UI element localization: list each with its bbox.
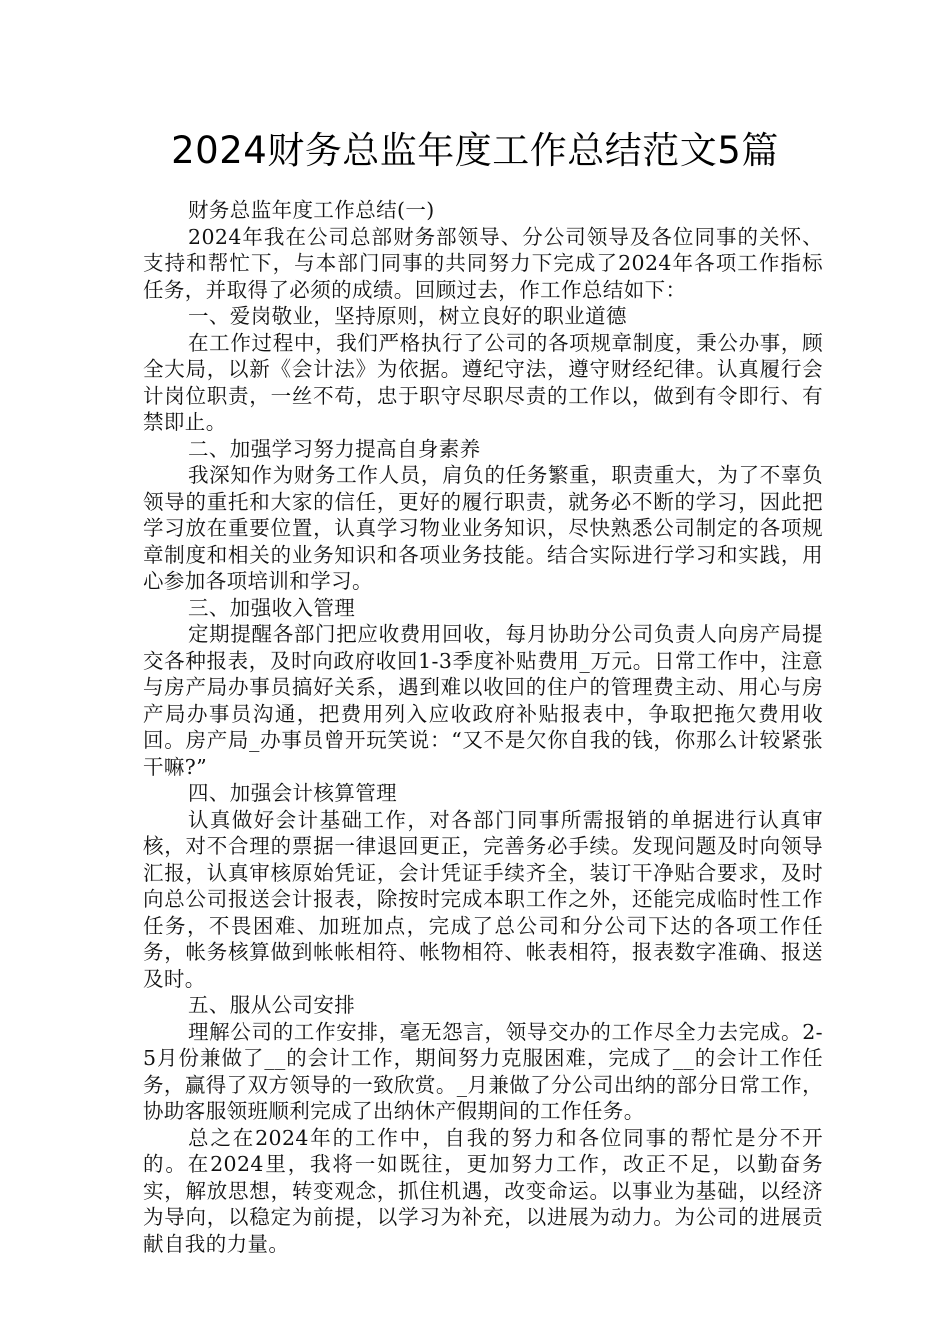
body-paragraph: 我深知作为财务工作人员，肩负的任务繁重，职责重大，为了不辜负领导的重托和大家的信任，更好的履行职责，就务必不断的学习，因此把学习放在重要位置，认真学习物业业务知识，尽快熟悉公司制定的各项规章制度和相关的业务知识和各项业务技能。结合实际进行学习和实践，用心参加各项培训和学习。 xyxy=(143,463,823,593)
body-paragraph: 定期提醒各部门把应收费用回收，每月协助分公司负责人向房产局提交各种报表，及时向政府收回1-3季度补贴费用_万元。日常工作中，注意与房产局办事员搞好关系，遇到难以收回的住户的管理费主动、用心与房产局办事员沟通，把费用列入应收政府补贴报表中，争取把拖欠费用收回。房产局_办事员曾开玩笑说：“又不是欠你自我的钱，你那么计较紧张干嘛?” xyxy=(143,622,823,779)
section-heading: 一、爱岗敬业，坚持原则，树立良好的职业道德 xyxy=(188,304,627,328)
document-body xyxy=(143,197,823,1257)
body-paragraph: 认真做好会计基础工作，对各部门同事所需报销的单据进行认真审核，对不合理的票据一律退回更正，完善务必手续。发现问题及时向领导汇报，认真审核原始凭证，会计凭证手续齐全，装订干净贴合要求，及时向总公司报送会计报表，除按时完成本职工作之外，还能完成临时性工作任务，不畏困难、加班加点，完成了总公司和分公司下达的各项工作任务，帐务核算做到帐帐相符、帐物相符、帐表相符，报表数字准确、报送及时。 xyxy=(143,807,823,991)
section-heading: 四、加强会计核算管理 xyxy=(188,781,397,805)
body-paragraph: 理解公司的工作安排，毫无怨言，领导交办的工作尽全力去完成。2-5月份兼做了__的会计工作，期间努力克服困难，完成了__的会计工作任务，赢得了双方领导的一致欣赏。_月兼做了分公司出纳的部分日常工作，协助客服领班顺利完成了出纳休产假期间的工作任务。 xyxy=(143,1019,823,1123)
section-heading: 五、服从公司安排 xyxy=(188,993,356,1017)
conclusion-paragraph: 总之在2024年的工作中，自我的努力和各位同事的帮忙是分不开的。在2024里，我将一如既往，更加努力工作，改正不足，以勤奋务实，解放思想，转变观念，抓住机遇，改变命运。以事业为基础，以经济为导向，以稳定为前提，以学习为补充，以进展为动力。为公司的进展贡献自我的力量。 xyxy=(143,1125,823,1256)
section-heading: 二、加强学习努力提高自身素养 xyxy=(188,436,481,461)
document-title: 2024财务总监年度工作总结范文5篇 xyxy=(171,129,779,172)
body-paragraph: 2024年我在公司总部财务部领导、分公司领导及各位同事的关怀、支持和帮忙下，与本部门同事的共同努力下完成了2024年各项工作指标任务，并取得了必须的成绩。回顾过去，作工作总结如下： xyxy=(143,224,823,302)
section-heading: 三、加强收入管理 xyxy=(188,595,356,620)
section-heading: 财务总监年度工作总结(一) xyxy=(188,198,435,222)
body-paragraph: 在工作过程中，我们严格执行了公司的各项规章制度，秉公办事，顾全大局，以新《会计法》为依据。遵纪守法，遵守财经纪律。认真履行会计岗位职责，一丝不苟，忠于职守尽职尽责的工作以，做到有令即行、有禁即止。 xyxy=(143,330,823,434)
